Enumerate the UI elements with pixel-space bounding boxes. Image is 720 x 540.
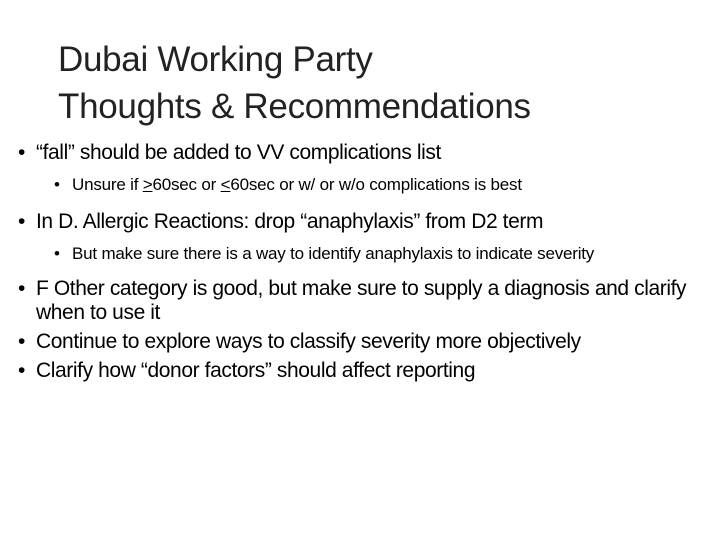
bullet-fall	[18, 141, 708, 165]
greater-equal-mark: >	[142, 175, 153, 194]
bullet-f-other	[18, 277, 708, 325]
sub-bullet-text: But make sure there is a way to identify anaphylaxis to indicate severity	[72, 244, 595, 263]
sub-bullet-text-post: 60sec or w/ or w/o complications is best	[230, 175, 522, 194]
bullet-marker: •	[54, 244, 60, 263]
bullet-marker: •	[18, 359, 25, 382]
bullet-text: F Other category is good, but make sure to supply a diagnosis and clarify when to use it	[36, 277, 687, 324]
slide-title	[58, 36, 698, 130]
bullet-marker: •	[18, 210, 25, 233]
bullet-classify-severity	[18, 330, 708, 354]
bullet-marker: •	[18, 141, 25, 164]
title-line-1: Dubai Working Party	[58, 40, 373, 79]
bullet-text: “fall” should be added to VV complications list	[36, 141, 441, 164]
bullet-allergic-reactions	[18, 210, 708, 234]
sub-bullet-unsure	[18, 175, 708, 195]
bullet-marker: •	[18, 330, 25, 353]
bullet-text: In D. Allergic Reactions: drop “anaphylaxis” from D2 term	[36, 210, 544, 233]
bullet-text: Clarify how “donor factors” should affect reporting	[36, 359, 476, 382]
bullet-text: Continue to explore ways to classify severity more objectively	[36, 330, 581, 353]
less-equal-mark: <	[220, 175, 231, 194]
bullet-marker: •	[18, 277, 25, 300]
sub-bullet-anaphylaxis	[18, 244, 708, 264]
sub-bullet-text-pre: Unsure if	[72, 175, 143, 194]
title-line-2: Thoughts & Recommendations	[58, 87, 531, 126]
bullet-marker: •	[54, 175, 60, 194]
bullet-donor-factors	[18, 359, 708, 383]
sub-bullet-text-mid: 60sec or	[152, 175, 221, 194]
bullet-list	[18, 141, 708, 383]
